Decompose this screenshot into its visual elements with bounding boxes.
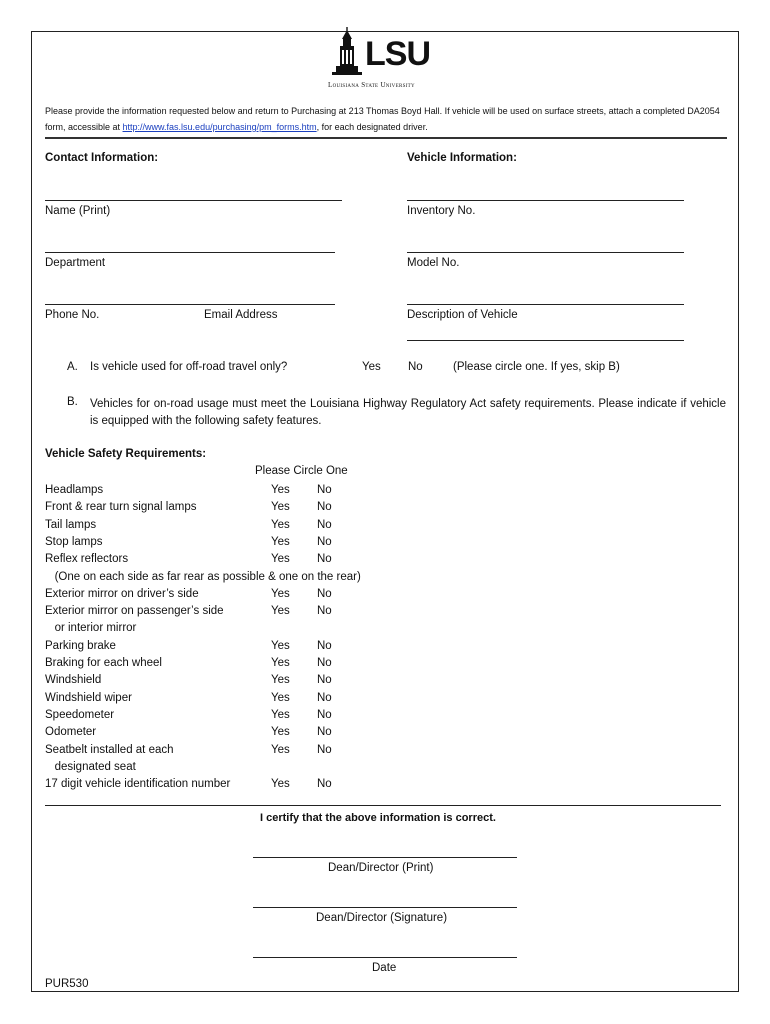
safety-item-no[interactable]: No bbox=[317, 501, 332, 513]
certify-divider bbox=[45, 805, 721, 806]
dean-print-label: Dean/Director (Print) bbox=[328, 862, 434, 874]
safety-item-yes[interactable]: Yes bbox=[271, 674, 290, 686]
instructions bbox=[45, 103, 727, 135]
safety-item-yes[interactable]: Yes bbox=[271, 588, 290, 600]
email-label: Email Address bbox=[204, 309, 278, 321]
safety-item-label: Speedometer bbox=[45, 709, 115, 721]
safety-item-yes[interactable]: Yes bbox=[271, 692, 290, 704]
safety-item-no[interactable]: No bbox=[317, 519, 332, 531]
safety-item-yes[interactable]: Yes bbox=[271, 501, 290, 513]
safety-item-label: Headlamps bbox=[45, 484, 104, 496]
phone-label: Phone No. bbox=[45, 309, 100, 321]
safety-item-label: Front & rear turn signal lamps bbox=[45, 501, 197, 513]
question-b-text: Vehicles for on-road usage must meet the Louisiana Highway Regulatory Act safety requirements. Please indicate if vehicle is equipped with the following safety features. bbox=[90, 398, 726, 427]
model-field[interactable] bbox=[407, 252, 684, 253]
safety-item-no[interactable]: No bbox=[317, 778, 332, 790]
description-field[interactable] bbox=[407, 304, 684, 305]
dean-signature-field[interactable] bbox=[253, 907, 517, 908]
question-a-text: Is vehicle used for off-road travel only? bbox=[90, 361, 288, 373]
safety-item-label: designated seat bbox=[45, 761, 136, 773]
header-divider bbox=[45, 137, 727, 139]
safety-item-label: Odometer bbox=[45, 726, 97, 738]
safety-item-no[interactable]: No bbox=[317, 674, 332, 686]
safety-item-no[interactable]: No bbox=[317, 726, 332, 738]
date-label: Date bbox=[372, 962, 397, 974]
safety-item-label: Braking for each wheel bbox=[45, 657, 162, 669]
safety-item-no[interactable]: No bbox=[317, 709, 332, 721]
contact-heading: Contact Information: bbox=[45, 152, 159, 164]
dean-print-field[interactable] bbox=[253, 857, 517, 858]
instructions-text-end: , for each designated driver. bbox=[316, 122, 428, 132]
department-label: Department bbox=[45, 257, 106, 269]
department-field[interactable] bbox=[45, 252, 335, 253]
safety-heading: Vehicle Safety Requirements: bbox=[45, 448, 207, 460]
question-a-yes[interactable]: Yes bbox=[362, 361, 381, 373]
description-label: Description of Vehicle bbox=[407, 309, 518, 321]
safety-item-label: Exterior mirror on driver’s side bbox=[45, 588, 199, 600]
safety-item-no[interactable]: No bbox=[317, 657, 332, 669]
safety-item-label: Reflex reflectors bbox=[45, 553, 129, 565]
dean-signature-label: Dean/Director (Signature) bbox=[316, 912, 448, 924]
safety-item-yes[interactable]: Yes bbox=[271, 519, 290, 531]
safety-item-no[interactable]: No bbox=[317, 588, 332, 600]
instructions-text: Please provide the information requested below and return to Purchasing at 213 Thomas Boyd Hall. If vehicle will be used on surface streets, attach a completed DA2054 form, accessible at bbox=[45, 106, 720, 132]
safety-item-yes[interactable]: Yes bbox=[271, 709, 290, 721]
name-label: Name (Print) bbox=[45, 205, 111, 217]
safety-item-yes[interactable]: Yes bbox=[271, 605, 290, 617]
safety-item-label: Parking brake bbox=[45, 640, 116, 652]
safety-item-no[interactable]: No bbox=[317, 553, 332, 565]
description-field-2[interactable] bbox=[407, 340, 684, 341]
question-b-letter: B. bbox=[67, 396, 78, 408]
vehicle-heading: Vehicle Information: bbox=[407, 152, 517, 164]
safety-item-label: Exterior mirror on passenger’s side bbox=[45, 605, 224, 617]
date-field[interactable] bbox=[253, 957, 517, 958]
name-field[interactable] bbox=[45, 200, 342, 201]
safety-item-yes[interactable]: Yes bbox=[271, 553, 290, 565]
question-a-letter: A. bbox=[67, 361, 78, 373]
safety-item-yes[interactable]: Yes bbox=[271, 484, 290, 496]
lsu-wordmark: LSU bbox=[365, 35, 430, 73]
phone-email-field[interactable] bbox=[45, 304, 335, 305]
safety-item-label: Windshield wiper bbox=[45, 692, 132, 704]
forms-link[interactable]: http://www.fas.lsu.edu/purchasing/pm_forms.htm bbox=[122, 122, 317, 132]
safety-item-no[interactable]: No bbox=[317, 484, 332, 496]
safety-item-label: Seatbelt installed at each bbox=[45, 744, 174, 756]
safety-item-yes[interactable]: Yes bbox=[271, 657, 290, 669]
question-a-note: (Please circle one. If yes, skip B) bbox=[453, 361, 620, 373]
safety-item-yes[interactable]: Yes bbox=[271, 536, 290, 548]
safety-item-yes[interactable]: Yes bbox=[271, 744, 290, 756]
question-a-no[interactable]: No bbox=[408, 361, 423, 373]
safety-item-no[interactable]: No bbox=[317, 605, 332, 617]
inventory-field[interactable] bbox=[407, 200, 684, 201]
safety-item-label: Windshield bbox=[45, 674, 102, 686]
safety-item-yes[interactable]: Yes bbox=[271, 778, 290, 790]
safety-item-no[interactable]: No bbox=[317, 640, 332, 652]
safety-item-yes[interactable]: Yes bbox=[271, 726, 290, 738]
safety-item-yes[interactable]: Yes bbox=[271, 640, 290, 652]
safety-item-label: (One on each side as far rear as possible & one on the rear) bbox=[45, 571, 361, 583]
safety-item-label: Tail lamps bbox=[45, 519, 97, 531]
safety-item-label: 17 digit vehicle identification number bbox=[45, 778, 231, 790]
safety-item-no[interactable]: No bbox=[317, 536, 332, 548]
safety-item-no[interactable]: No bbox=[317, 692, 332, 704]
university-name: Louisiana State University bbox=[328, 81, 415, 89]
inventory-label: Inventory No. bbox=[407, 205, 476, 217]
certify-statement: I certify that the above information is correct. bbox=[260, 812, 496, 824]
safety-item-label: Stop lamps bbox=[45, 536, 103, 548]
safety-item-label: or interior mirror bbox=[45, 622, 137, 634]
form-number: PUR530 bbox=[45, 978, 89, 990]
circle-one-label: Please Circle One bbox=[255, 465, 348, 477]
safety-item-no[interactable]: No bbox=[317, 744, 332, 756]
model-label: Model No. bbox=[407, 257, 460, 269]
